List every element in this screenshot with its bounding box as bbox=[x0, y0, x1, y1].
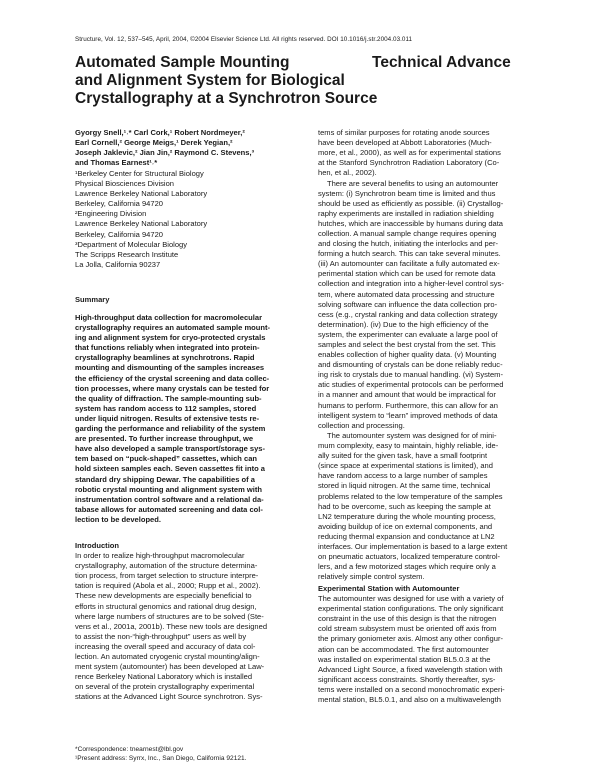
body-line: hutches, which are inaccessible by humans during data bbox=[318, 218, 504, 228]
summary-heading: Summary bbox=[75, 295, 110, 304]
summary-line: under liquid nitrogen. Results of extensive tests re- bbox=[75, 413, 260, 423]
body-line: more, et al., 2000), as well as for experimental stations bbox=[318, 148, 501, 158]
body-line: ally suited for the given task, have a small footprint bbox=[318, 451, 488, 461]
summary-text bbox=[75, 313, 302, 525]
summary-line: crystallography beamlines at synchrotrons. Rapid bbox=[75, 353, 255, 363]
affiliation-line: ³Department of Molecular Biology bbox=[75, 239, 187, 249]
summary-line: instrumentation control software and a relational da- bbox=[75, 494, 264, 504]
body-line: LN2 temperature during the whole mounting process, bbox=[318, 511, 496, 521]
summary-line: tabase allows for automated screening and data col- bbox=[75, 504, 263, 514]
body-line: and closing the hutch, initiating the interlocks and per- bbox=[318, 239, 498, 249]
body-line: (iii) An automounter can facilitate a fully automated ex- bbox=[318, 259, 500, 269]
affiliation-line: Berkeley, California 94720 bbox=[75, 199, 163, 209]
section-heading: Experimental Station with Automounter bbox=[318, 584, 460, 593]
introduction-line: These new developments are especially beneficial to bbox=[75, 591, 252, 601]
author-list bbox=[75, 128, 302, 168]
footnote-correspondence: *Correspondence: tnearnest@lbl.gov bbox=[75, 746, 184, 753]
summary-section bbox=[75, 295, 302, 305]
introduction-line: where large numbers of structures are to be solved (Ste- bbox=[75, 611, 264, 621]
introduction-section bbox=[75, 541, 302, 703]
body-line: lers, and a few motorized stages which require only a bbox=[318, 562, 496, 572]
body-line: cess (e.g., crystal ranking and data collection strategy bbox=[318, 309, 498, 319]
introduction-line: tion process, from target selection to structure interpre- bbox=[75, 571, 259, 581]
body-line: humans to perform. Furthermore, this can allow for an bbox=[318, 400, 498, 410]
body-line: have random access to a large number of samples bbox=[318, 471, 488, 481]
affiliation-line: Berkeley, California 94720 bbox=[75, 229, 163, 239]
body-line: at the Stanford Synchrotron Radiation Laboratory (Co- bbox=[318, 158, 500, 168]
article-type-label: Technical Advance bbox=[372, 54, 511, 71]
body-line: cold stream subsystem must be oriented off axis from bbox=[318, 624, 497, 634]
summary-line: garding the performance and reliability of the system bbox=[75, 424, 266, 434]
title-line: Automated Sample Mounting bbox=[75, 54, 290, 71]
journal-citation-line: Structure, Vol. 12, 537–545, April, 2004, ©2004 Elsevier Science Ltd. All rights reserved. DOI 10.1016/j.str.2004.03.011 bbox=[75, 36, 413, 43]
summary-line: have also developed a sample transport/storage sys- bbox=[75, 444, 266, 454]
introduction-line: increasing the overall speed and accuracy of data col- bbox=[75, 641, 256, 651]
affiliation-line: Physical Biosciences Division bbox=[75, 179, 174, 189]
paper-title bbox=[75, 54, 378, 108]
affiliation-line: The Scripps Research Institute bbox=[75, 249, 179, 259]
body-line: mental station, BL5.0.1, and also on a multiwavelength bbox=[318, 695, 501, 705]
body-line: tems were installed on a second monochromatic experi- bbox=[318, 684, 505, 694]
introduction-line: vens et al., 2001a, 2001b). These new tools are designed bbox=[75, 621, 268, 631]
body-line: system: (i) Synchrotron beam time is limited and thus bbox=[318, 188, 496, 198]
affiliation-list bbox=[75, 169, 302, 270]
body-line: enables collection of higher quality data. (v) Mounting bbox=[318, 350, 497, 360]
author-line: Earl Cornell,² George Meigs,¹ Derek Yegian,² bbox=[75, 138, 233, 148]
introduction-line: tation is required (Abola et al., 2000; Rupp et al., 2002). bbox=[75, 581, 261, 591]
body-line: problems related to the low temperature of the samples bbox=[318, 491, 503, 501]
body-line: have been developed at Abbott Laboratories (Much- bbox=[318, 138, 492, 148]
introduction-heading: Introduction bbox=[75, 541, 120, 550]
body-line: and dismounting of crystals can be done reliably reduc- bbox=[318, 360, 503, 370]
body-line: the primary goniometer axis. Almost any other configur- bbox=[318, 634, 503, 644]
summary-line: crystallography requires an automated sample mount- bbox=[75, 323, 271, 333]
introduction-line: rence Berkeley National Laboratory which is installed bbox=[75, 672, 253, 682]
body-line: hen, et al., 2002). bbox=[318, 168, 377, 178]
introduction-line: to assist the non-“high-throughput” users as well by bbox=[75, 631, 247, 641]
design-paragraph bbox=[318, 431, 546, 582]
intro-continuation bbox=[318, 128, 546, 178]
body-line: forming a hutch search. This can take several minutes. bbox=[318, 249, 501, 259]
body-line: collection and processing. bbox=[318, 420, 405, 430]
body-line: Advanced Light Source, a fixed wavelength station with bbox=[318, 664, 503, 674]
benefits-paragraph bbox=[318, 179, 546, 431]
body-line: collection. A manual sample change requires opening bbox=[318, 228, 497, 238]
introduction-line: crystallography, automation of the structure determina- bbox=[75, 561, 258, 571]
body-line: collection and integration into a higher-level control sys- bbox=[318, 279, 504, 289]
body-line: raphy experiments are installed in radiation shielding bbox=[318, 208, 494, 218]
summary-line: robotic crystal mounting and alignment system with bbox=[75, 484, 263, 494]
body-line: had to be overcome, such as keeping the sample at bbox=[318, 501, 491, 511]
body-line: tems of similar purposes for rotating anode sources bbox=[318, 128, 490, 137]
title-line: and Alignment System for Biological bbox=[75, 72, 345, 89]
body-line: relatively simple control system. bbox=[318, 572, 425, 582]
author-line: and Thomas Earnest¹˒* bbox=[75, 158, 158, 168]
body-line: intelligent system to “learn” improved methods of data bbox=[318, 410, 498, 420]
summary-line: system has random access to 112 samples, stored bbox=[75, 403, 257, 413]
body-line: ation can be accommodated. The first automounter bbox=[318, 644, 489, 654]
summary-line: mounting and dismounting of the samples increases bbox=[75, 363, 265, 373]
body-line: samples and select the best crystal from the set. This bbox=[318, 340, 496, 349]
introduction-line: stations at the Advanced Light Source synchrotron. Sys- bbox=[75, 692, 263, 702]
summary-line: hold sixteen samples each. Seven cassettes fit into a bbox=[75, 464, 266, 474]
summary-line: are presented. To further increase throughput, we bbox=[75, 434, 254, 444]
summary-line: the efficiency of the crystal screening and data collec- bbox=[75, 373, 270, 383]
introduction-line: lection. An automated cryogenic crystal mounting/align- bbox=[75, 652, 260, 662]
body-line: (since space at experimental stations is limited), and bbox=[318, 461, 493, 471]
affiliation-line: Lawrence Berkeley National Laboratory bbox=[75, 189, 208, 199]
body-line: perimental station which can be used for remote data bbox=[318, 269, 496, 279]
footnotes bbox=[75, 745, 302, 763]
body-line: should be used as efficiently as possible. (ii) Crystallog- bbox=[318, 198, 504, 208]
footnote-present-address: ¹Present address: Syrrx, Inc., San Diego, California 92121. bbox=[75, 755, 247, 762]
introduction-line: on several of the protein crystallography experimental bbox=[75, 682, 255, 692]
body-line: mum complexity, easy to maintain, highly reliable, ide- bbox=[318, 441, 499, 451]
affiliation-line: La Jolla, California 90237 bbox=[75, 259, 161, 269]
body-line: solving software can influence the data collection pro- bbox=[318, 299, 498, 309]
summary-line: High-throughput data collection for macromolecular bbox=[75, 313, 263, 322]
body-line: The automounter was designed for use with a variety of bbox=[318, 594, 504, 604]
affiliation-line: Lawrence Berkeley National Laboratory bbox=[75, 219, 208, 229]
body-line: determination). (iv) Due to the high efficiency of the bbox=[318, 319, 489, 329]
body-line: constraint in the use of this design is that the nitrogen bbox=[318, 614, 497, 624]
affiliation-line: ¹Berkeley Center for Structural Biology bbox=[75, 169, 204, 178]
affiliation-line: ²Engineering Division bbox=[75, 209, 147, 219]
summary-line: that functions reliably when integrated into protein- bbox=[75, 343, 260, 353]
author-line: Joseph Jaklevic,² Jian Jin,² Raymond C. Stevens,³ bbox=[75, 148, 255, 158]
summary-line: standard dry shipping Dewar. The capabilities of a bbox=[75, 474, 255, 484]
body-line: avoiding buildup of ice on external components, and bbox=[318, 521, 493, 531]
summary-line: tem based on “puck-shaped” cassettes, which can bbox=[75, 454, 258, 464]
introduction-line: efforts in structural genomics and rational drug design, bbox=[75, 601, 257, 611]
body-line: The automounter system was designed for of mini- bbox=[327, 431, 497, 440]
body-line: significant access constraints. Shortly thereafter, sys- bbox=[318, 674, 496, 684]
body-line: atic studies of experimental protocols can be performed bbox=[318, 380, 504, 390]
author-line: Gyorgy Snell,¹˒* Carl Cork,¹ Robert Nordmeyer,² bbox=[75, 128, 245, 137]
introduction-line: ment system (automounter) has been developed at Law- bbox=[75, 662, 265, 672]
body-line: There are several benefits to using an automounter bbox=[327, 178, 499, 188]
summary-line: the quality of diffraction. The sample-mounting sub- bbox=[75, 393, 262, 403]
body-line: was installed on experimental station BL5.0.3 at the bbox=[318, 654, 491, 664]
introduction-line: In order to realize high-throughput macromolecular bbox=[75, 551, 245, 561]
body-line: ing risk to crystals due to manual handling. (vi) System- bbox=[318, 370, 503, 380]
summary-line: ing and alignment system for cryo-protected crystals bbox=[75, 333, 266, 343]
body-line: system, the experimenter can evaluate a large pool of bbox=[318, 329, 498, 339]
body-line: experimental station configurations. The only significant bbox=[318, 604, 504, 614]
body-line: on pneumatic actuators, localized temperature control- bbox=[318, 552, 501, 562]
body-line: in a manner and amount that would be impractical for bbox=[318, 390, 496, 400]
experimental-station-section bbox=[318, 584, 546, 705]
summary-line: lection to be developed. bbox=[75, 514, 161, 524]
body-line: reducing thermal expansion and conductance at LN2 bbox=[318, 531, 495, 541]
body-line: stored in liquid nitrogen. At the same time, technical bbox=[318, 481, 491, 491]
summary-line: tion processes, where many crystals can be tested for bbox=[75, 383, 270, 393]
body-line: interfaces. Our implementation is based to a large extent bbox=[318, 542, 508, 552]
body-line: tem, where automated data processing and structure bbox=[318, 289, 495, 299]
title-line: Crystallography at a Synchrotron Source bbox=[75, 90, 378, 107]
